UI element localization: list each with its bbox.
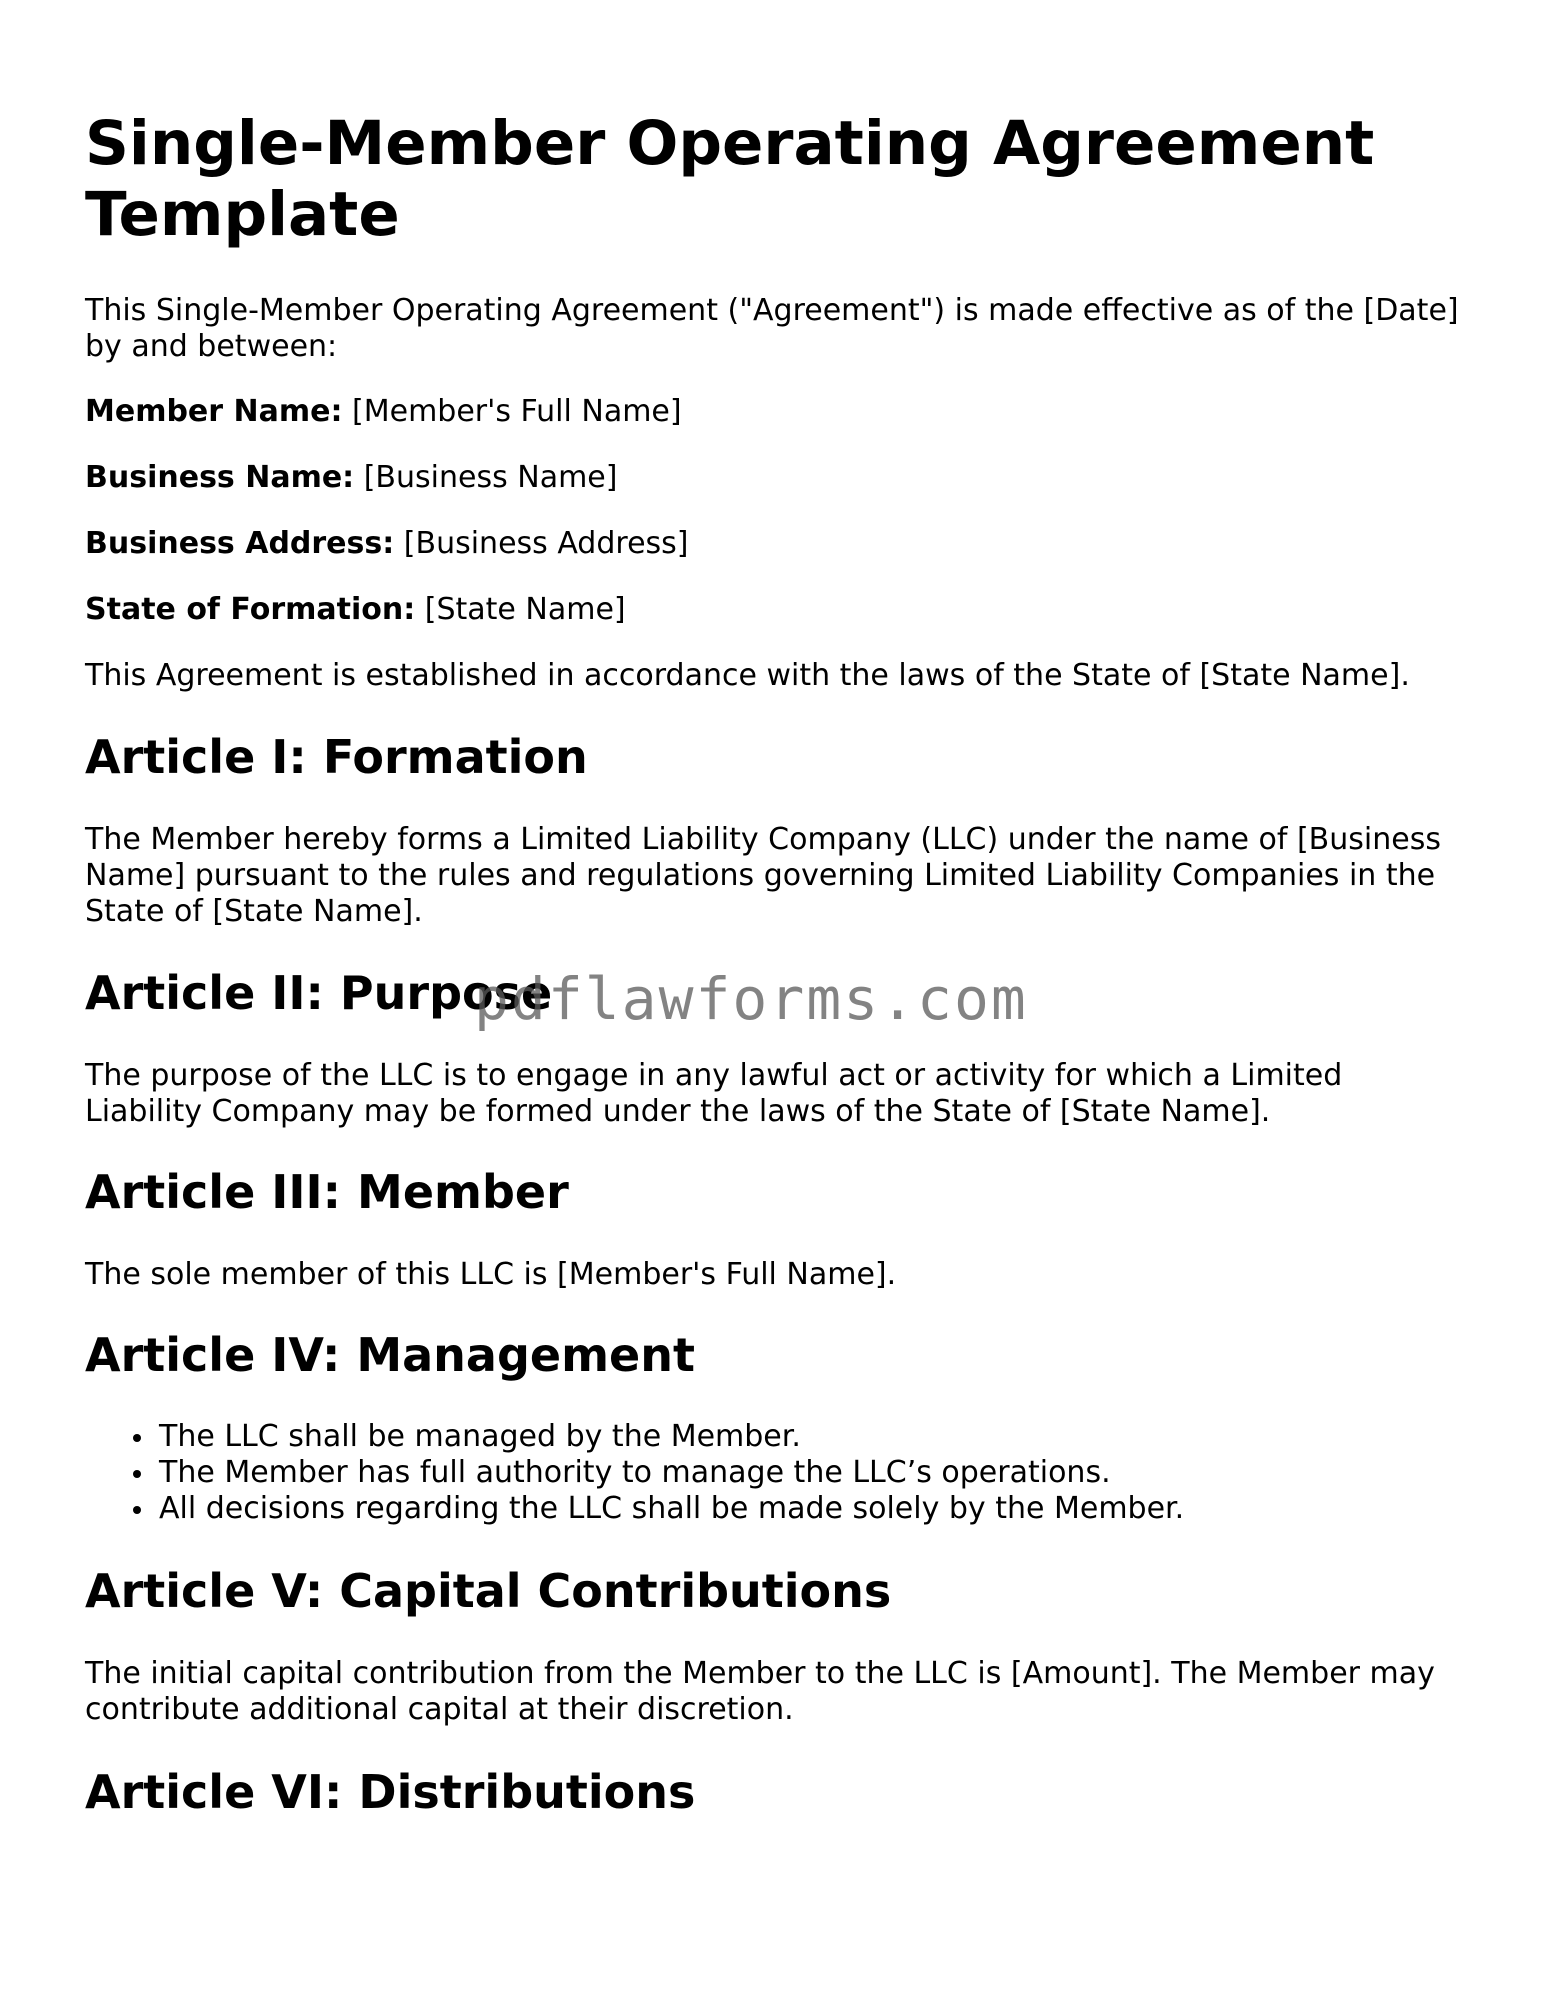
field-value: [Business Name] — [354, 460, 618, 495]
field-label: Member Name: — [85, 394, 343, 429]
article-4-heading: Article IV: Management — [85, 1328, 695, 1382]
list-item: The Member has full authority to manage the LLC’s operations. — [159, 1455, 1459, 1491]
page-title: Single-Member Operating Agreement Template — [85, 108, 1375, 250]
field-value: [Business Address] — [394, 526, 689, 561]
state-of-formation-field — [85, 592, 1465, 628]
business-address-field — [85, 526, 1465, 562]
field-label: State of Formation: — [85, 592, 416, 627]
article-3-body: The sole member of this LLC is [Member's Full Name]. — [85, 1257, 897, 1292]
article-1-body: The Member hereby forms a Limited Liability Company (LLC) under the name of [Business Name] pursuant to the rules and regulations governing Limited Liability Companies in the State of [State Name]. — [85, 822, 1441, 929]
intro-paragraph: This Single-Member Operating Agreement ("Agreement") is made effective as of the [Date] by and between: — [85, 293, 1459, 364]
field-value: [Member's Full Name] — [342, 394, 682, 429]
article-1-heading: Article I: Formation — [85, 730, 588, 784]
established-paragraph: This Agreement is established in accordance with the laws of the State of [State Name]. — [85, 658, 1410, 693]
field-label: Business Name: — [85, 460, 355, 495]
field-value: [State Name] — [415, 592, 626, 627]
article-5-heading: Article V: Capital Contributions — [85, 1564, 892, 1618]
list-item: All decisions regarding the LLC shall be made solely by the Member. — [159, 1491, 1459, 1527]
field-label: Business Address: — [85, 526, 395, 561]
article-2-body: The purpose of the LLC is to engage in any lawful act or activity for which a Limited Liability Company may be formed under the laws of the State of [State Name]. — [85, 1058, 1343, 1129]
management-list — [85, 1419, 1459, 1527]
article-3-heading: Article III: Member — [85, 1165, 569, 1219]
list-item: The LLC shall be managed by the Member. — [159, 1419, 1459, 1455]
article-5-body: The initial capital contribution from the Member to the LLC is [Amount]. The Member may contribute additional capital at their discretion. — [85, 1656, 1435, 1727]
member-name-field — [85, 394, 1465, 430]
watermark-text: pdflawforms.com — [474, 965, 1028, 1033]
business-name-field — [85, 460, 1465, 496]
article-2-heading: Article II: Purpose — [85, 966, 553, 1020]
article-6-heading: Article VI: Distributions — [85, 1765, 696, 1819]
